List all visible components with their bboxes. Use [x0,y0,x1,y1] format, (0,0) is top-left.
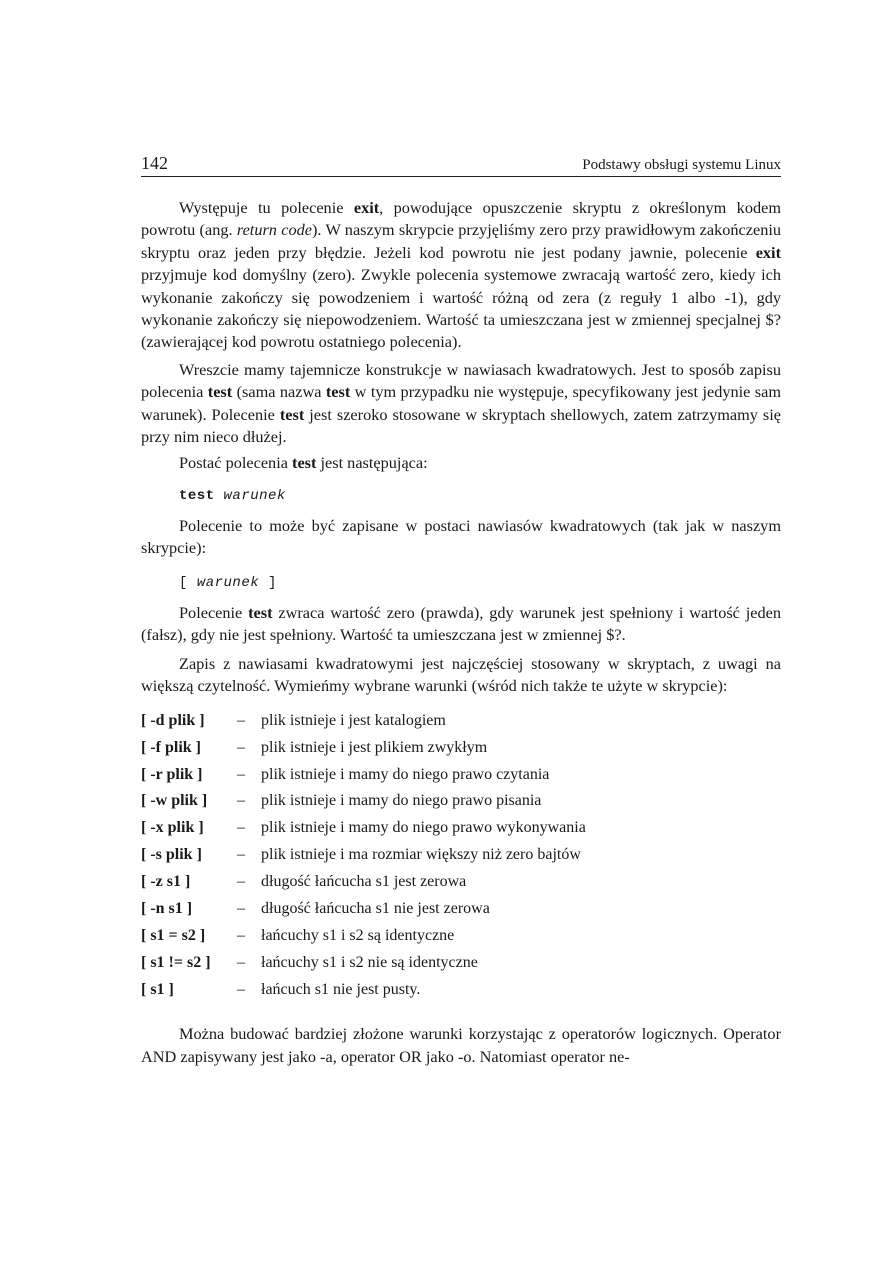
condition-description: łańcuch s1 nie jest pusty. [261,980,421,998]
condition-row-x [141,815,781,842]
keyword-exit: exit [353,198,380,217]
condition-description: plik istnieje i mamy do niego prawo pisania [261,792,542,810]
condition-row-d [141,707,781,734]
text-run: w tym przypadku nie występuje, specyfikowany jest jedynie sam warunek). Polecenie [141,382,781,424]
condition-row-r [141,761,781,788]
condition-row-w [141,788,781,815]
dash: – [237,873,245,891]
code-open-bracket: [ [179,574,188,591]
condition-expression: [ s1 != s2 ] [141,953,211,971]
dash: – [237,899,245,917]
keyword-exit: exit [755,242,781,262]
condition-description: łańcuchy s1 i s2 nie są identyczne [261,953,478,971]
text-run: Postać polecenia [179,453,293,473]
condition-expression: [ -s plik ] [141,846,202,864]
dash: – [237,765,245,783]
code-close-bracket: ] [268,574,277,591]
dash: – [237,738,245,756]
paragraph-logical-operators: Można budować bardziej złożone warunki korzystając z operatorów logicznych. Operator AND zapisywany jest jako -a, operator OR jako -o. Natomiast operator ne- [141,1024,781,1066]
condition-row-nonempty [141,976,781,1003]
condition-expression: [ -w plik ] [141,792,208,810]
text-run: Wreszcie mamy tajemnicze konstrukcje w nawiasach kwadratowych. Jest to sposób zapisu polecenia [141,359,781,402]
code-argument: warunek [223,487,286,504]
paragraph-conditions-intro: Zapis z nawiasami kwadratowymi jest najczęściej stosowany w skryptach, z uwagi na większą czytelność. Wymieńmy wybrane warunki (wśród nich także te użyte w skrypcie): [141,653,781,695]
keyword-test: test [325,382,351,402]
condition-expression: [ -f plik ] [141,738,201,756]
condition-description: plik istnieje i ma rozmiar większy niż zero bajtów [261,846,581,864]
text-run: Polecenie [179,602,249,622]
keyword-test: test [292,453,317,473]
book-title: Podstawy obsługi systemu Linux [582,157,781,173]
condition-row-equal [141,922,781,949]
keyword-test: test [279,404,305,424]
condition-description: plik istnieje i jest katalogiem [261,711,446,729]
paragraph-return-value [141,602,781,647]
code-test-warunek [179,485,781,507]
text-run: zwraca wartość zero (prawda), gdy warunek jest spełniony i wartość jeden (fałsz), gdy nie jest spełniony. Wartość ta umieszczana jest w zmiennej $?. [141,602,781,645]
dash: – [237,792,245,810]
condition-expression: [ -x plik ] [141,819,204,837]
condition-row-f [141,734,781,761]
conditions-list [141,707,781,1003]
dash: – [237,953,245,971]
dash: – [237,926,245,944]
condition-description: łańcuchy s1 i s2 są identyczne [261,926,455,944]
text-run: , powodujące opuszczenie skryptu z określonym kodem powrotu (ang. [141,198,781,240]
paragraph-brackets [141,359,781,449]
dash: – [237,846,245,864]
dash: – [237,711,245,729]
text-run: ). W naszym skrypcie przyjęliśmy zero przy prawidłowym zakończeniu skryptu oraz jeden przy błędzie. Jeżeli kod powrotu nie jest podany jawnie, polecenie [141,220,782,262]
dash: – [237,819,245,837]
condition-expression: [ s1 ] [141,980,174,998]
condition-description: plik istnieje i mamy do niego prawo wykonywania [261,819,586,837]
condition-description: długość łańcucha s1 jest zerowa [261,873,467,891]
condition-expression: [ -n s1 ] [141,899,193,917]
code-command: test [179,487,215,504]
term-return-code: return code [236,220,312,240]
condition-expression: [ -z s1 ] [141,873,191,891]
condition-expression: [ -d plik ] [141,711,205,729]
paragraph-syntax [141,452,781,474]
text-run: Występuje tu polecenie [179,198,354,217]
paragraph-bracket-form: Polecenie to może być zapisane w postaci nawiasów kwadratowych (tak jak w naszym skrypcie): [141,515,781,558]
condition-description: plik istnieje i mamy do niego prawo czytania [261,765,550,783]
text-run: jest szeroko stosowane w skryptach shellowych, zatem zatrzymamy się przy nim nieco dłużej. [141,404,781,447]
condition-expression: [ s1 = s2 ] [141,926,206,944]
code-bracket-warunek [179,572,781,594]
keyword-test: test [207,382,233,402]
keyword-test: test [248,602,273,622]
text-run: (sama nazwa [232,382,326,402]
code-argument: warunek [196,574,260,591]
condition-row-s [141,842,781,869]
text-run: jest następująca: [316,453,428,473]
paragraph-exit [141,197,781,354]
condition-row-z [141,869,781,896]
dash: – [237,980,245,998]
condition-row-n [141,896,781,923]
condition-description: plik istnieje i jest plikiem zwykłym [261,738,488,756]
condition-description: długość łańcucha s1 nie jest zerowa [261,899,490,917]
condition-expression: [ -r plik ] [141,765,203,783]
condition-row-not-equal [141,949,781,976]
page-number: 142 [141,153,168,173]
book-page [141,148,781,1068]
running-header [141,148,781,177]
text-run: przyjmuje kod domyślny (zero). Zwykle polecenia systemowe zwracają wartość zero, kiedy ich wykonanie zakończy się powodzeniem i wartość różną od zera (z reguły 1 albo -1), gdy wykonanie zakończy się niepowodzeniem. Wartość ta umieszczana jest w zmiennej specjalnej $? (zawierającej kod powrotu ostatniego polecenia). [141,265,781,352]
